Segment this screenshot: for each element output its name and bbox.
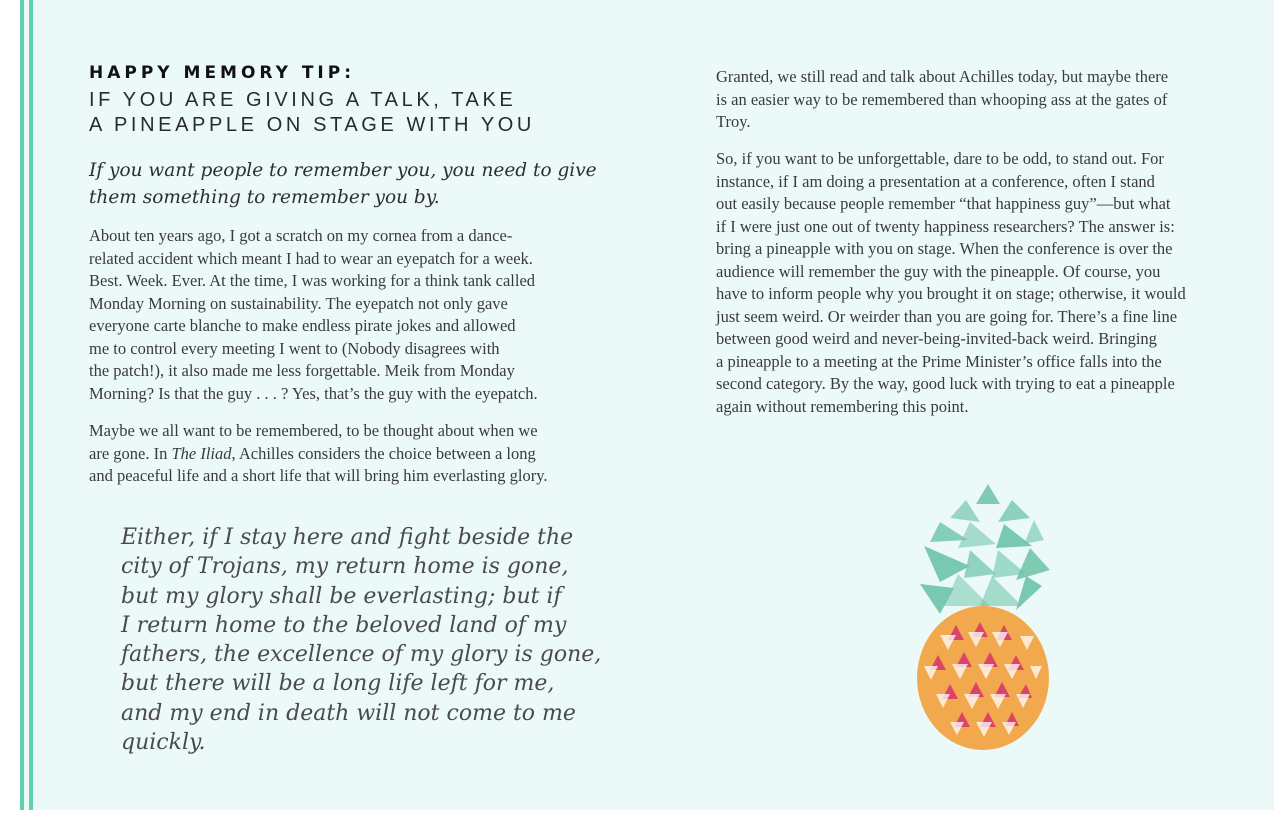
pineapple-body — [917, 606, 1049, 750]
text-line: audience will remember the guy with the pineapple. Of course, you — [716, 261, 1161, 281]
text-line: between good weird and never-being-invited-back weird. Bringing — [716, 329, 1157, 348]
text-line: and peaceful life and a short life that will bring him everlasting glory. — [89, 466, 548, 485]
quote-line: but there will be a long life left for me, — [121, 671, 555, 697]
text-line: Best. Week. Ever. At the time, I was working for a think tank called — [89, 271, 536, 290]
text-line: instance, if I am doing a presentation at a conference, often I stand — [716, 171, 1155, 191]
quote-line: city of Trojans, my return home is gone, — [121, 554, 569, 580]
text-line: the patch!), it also made me less forgettable. Meik from Monday — [89, 361, 515, 380]
quote-line: Either, if I stay here and fight beside the — [121, 525, 574, 550]
quote-line: quickly. — [121, 730, 206, 756]
text-line: out easily because people remember “that happiness guy”—but what — [716, 194, 1171, 213]
text-line: is an easier way to be remembered than whooping ass at the gates of — [716, 89, 1168, 109]
quote-line: fathers, the excellence of my glory is gone, — [121, 642, 602, 668]
text-line: have to inform people why you brought it on stage; otherwise, it would — [716, 284, 1186, 303]
pineapple-icon — [820, 470, 1160, 770]
text-line: Granted, we still read and talk about Achilles today, but maybe there — [716, 67, 1169, 86]
tip-subheading-line-1: IF YOU ARE GIVING A TALK, TAKE — [89, 89, 517, 111]
text-line: just seem weird. Or weirder than you are going for. There’s a fine line — [716, 306, 1178, 326]
text-line: second category. By the way, good luck with trying to eat a pineapple — [716, 374, 1175, 393]
text-line: again without remembering this point. — [716, 396, 969, 416]
lead-statement — [89, 157, 597, 211]
lead-line: If you want people to remember you, you need to give — [89, 160, 597, 181]
text-line: Morning? Is that the guy . . . ? Yes, that’s the guy with the eyepatch. — [89, 383, 538, 403]
text-line: everyone carte blanche to make endless pirate jokes and allowed — [89, 316, 516, 335]
pineapple-leaves — [920, 484, 1050, 614]
text-line: About ten years ago, I got a scratch on my cornea from a dance- — [89, 226, 513, 245]
book-title: The Iliad — [171, 443, 232, 463]
text-line: related accident which meant I had to wear an eyepatch for a week. — [89, 248, 533, 268]
tip-heading: HAPPY MEMORY TIP: — [89, 63, 355, 83]
accent-bar-inner — [29, 0, 33, 810]
paragraph-achilles — [716, 66, 1226, 134]
paragraph-unforgettable — [716, 148, 1226, 418]
text-segment: , Achilles considers the choice between a long — [231, 443, 536, 463]
text-segment: are gone. In — [89, 443, 172, 463]
paragraph-eyepatch — [89, 225, 589, 405]
quote-line: I return home to the beloved land of my — [121, 612, 567, 638]
quote-line: and my end in death will not come to me — [121, 700, 576, 726]
paragraph-iliad — [89, 420, 589, 488]
text-line: me to control every meeting I went to (Nobody disagrees with — [89, 338, 500, 358]
iliad-quote — [121, 523, 602, 757]
text-line: if I were just one out of twenty happiness researchers? The answer is: — [716, 216, 1175, 236]
text-line: So, if you want to be unforgettable, dare to be odd, to stand out. For — [716, 149, 1164, 168]
accent-bar-outer — [20, 0, 24, 810]
text-line: bring a pineapple with you on stage. When the conference is over the — [716, 239, 1173, 258]
tip-subheading-line-2: A PINEAPPLE ON STAGE WITH YOU — [89, 114, 535, 136]
quote-line: but my glory shall be everlasting; but if — [121, 583, 562, 609]
text-line: Troy. — [716, 112, 751, 131]
lead-line: them something to remember you by. — [89, 187, 440, 208]
text-line — [89, 443, 589, 466]
text-line: Maybe we all want to be remembered, to be thought about when we — [89, 421, 538, 440]
text-line: a pineapple to a meeting at the Prime Minister’s office falls into the — [716, 351, 1162, 371]
text-line: Monday Morning on sustainability. The eyepatch not only gave — [89, 293, 508, 313]
